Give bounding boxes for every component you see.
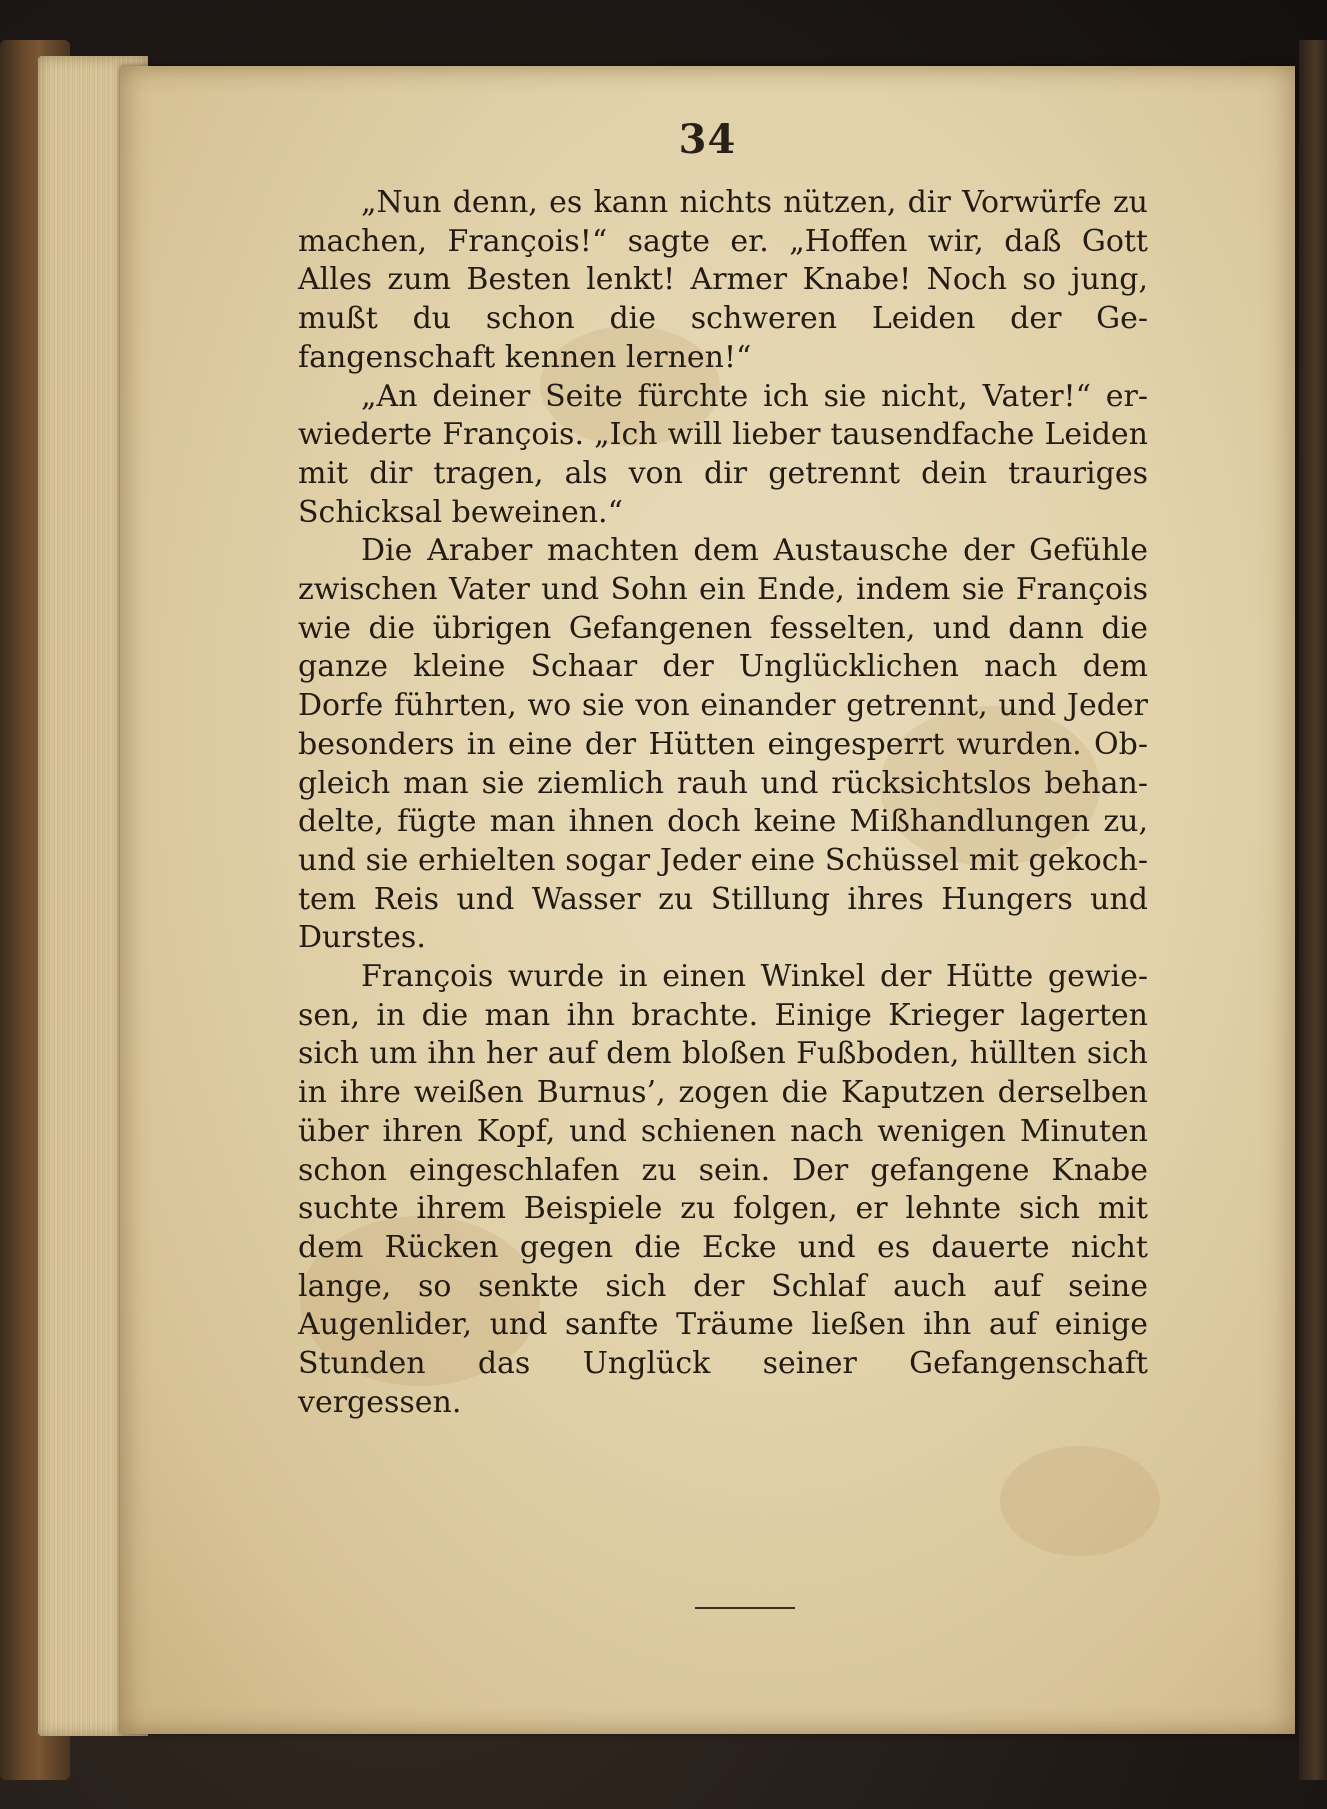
body-text [298, 184, 1148, 1423]
foxing-spot [1000, 1446, 1160, 1556]
book-cover-right-edge [1299, 40, 1327, 1780]
paragraph-4: François wurde in einen Winkel der Hütte gewiesen, in die man ihn brachte. Einige Krieger lagerten sich um ihn her auf dem bloßen Fußboden, hüllten sich in ihre weißen Burnus’, zogen die Kaputzen derselben über ihren Kopf, und schienen nach wenigen Minuten schon eingeschlafen zu sein. Der gefangene Knabe suchte ihrem Beispiele zu folgen, er lehnte sich mit dem Rücken gegen die Ecke und es dauerte nicht lange, so senkte sich der Schlaf auch auf seine Augenlider, und sanfte Träume ließen ihn auf einige Stunden das Unglück seiner Gefangenschaft vergessen. [298, 959, 1148, 1420]
paragraph-2: „An deiner Seite fürchte ich sie nicht, Vater!“ erwiederte François. „Ich will lieber tausendfache Leiden mit dir tragen, als von dir getrennt dein trauriges Schicksal beweinen.“ [298, 378, 1148, 530]
page-number: 34 [678, 116, 737, 163]
paragraph-1: „Nun denn, es kann nichts nützen, dir Vorwürfe zu machen, François!“ sagte er. „Hoffen wir, daß Gott Alles zum Besten lenkt! Armer Knabe! Noch so jung, mußt du schon die schweren Leiden der Gefangenschaft kennen lernen!“ [298, 185, 1148, 375]
paragraph-3: Die Araber machten dem Austausche der Gefühle zwischen Vater und Sohn ein Ende, indem sie François wie die übrigen Gefangenen fesselten, und dann die ganze kleine Schaar der Unglücklichen nach dem Dorfe führten, wo sie von einander getrennt, und Jeder besonders in eine der Hütten eingesperrt wurden. Obgleich man sie ziemlich rauh und rücksichtslos behandelte, fügte man ihnen doch keine Mißhandlungen zu, und sie erhielten sogar Jeder eine Schüssel mit gekochtem Reis und Wasser zu Stillung ihres Hungers und Durstes. [298, 533, 1148, 956]
chapter-end-rule [695, 1607, 795, 1609]
book-page [120, 66, 1295, 1734]
